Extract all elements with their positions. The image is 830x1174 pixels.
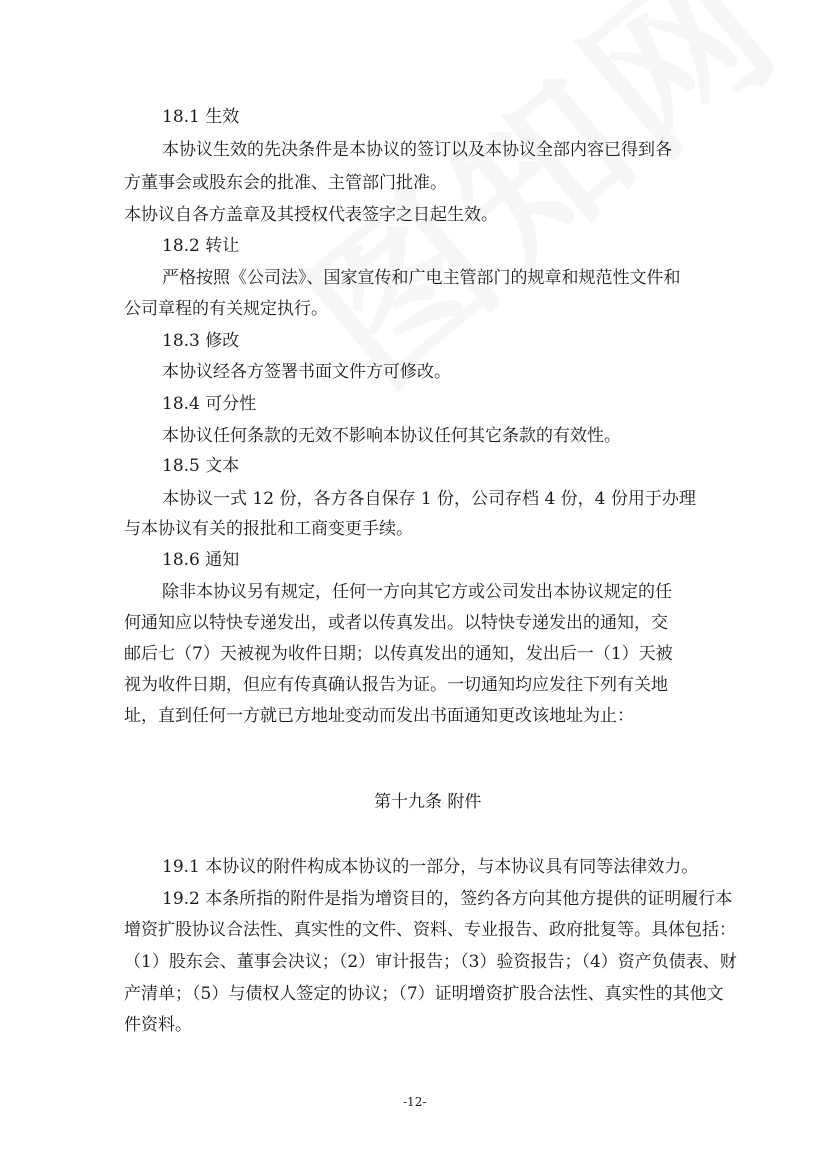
paragraph-line: 19.1 本协议的附件构成本协议的一部分，与本协议具有同等法律效力。 bbox=[162, 857, 699, 877]
paragraph-line: 本协议一式 12 份，各方各自保存 1 份，公司存档 4 份，4 份用于办理 bbox=[162, 489, 696, 509]
paragraph-line: 本协议经各方签署书面文件方可修改。 bbox=[162, 362, 451, 382]
section-18-2-heading: 18.2 转让 bbox=[162, 236, 240, 256]
paragraph-line: 址，直到任何一方就已方地址变动而发出书面通知更改该地址为止： bbox=[124, 706, 634, 726]
paragraph-line: 本协议任何条款的无效不影响本协议任何其它条款的有效性。 bbox=[162, 426, 621, 446]
page-number: -12- bbox=[403, 1095, 427, 1109]
paragraph-line: 方董事会或股东会的批准、主管部门批准。 bbox=[124, 173, 447, 193]
paragraph-line: （1）股东会、董事会决议；（2）审计报告；（3）验资报告；（4）资产负债表、财 bbox=[124, 952, 737, 972]
article-19-title: 第十九条 附件 bbox=[374, 792, 482, 812]
paragraph-line: 严格按照《公司法》、国家宣传和广电主管部门的规章和规范性文件和 bbox=[162, 268, 681, 288]
paragraph-line: 增资扩股协议合法性、真实性的文件、资料、专业报告、政府批复等。具体包括： bbox=[124, 920, 736, 940]
paragraph-line: 邮后七（7）天被视为收件日期；以传真发出的通知，发出后一（1）天被 bbox=[124, 644, 673, 664]
section-18-5-heading: 18.5 文本 bbox=[162, 456, 240, 476]
paragraph-line: 视为收件日期，但应有传真确认报告为证。一切通知均应发往下列有关地 bbox=[124, 675, 668, 695]
section-18-6-heading: 18.6 通知 bbox=[162, 550, 240, 570]
paragraph-line: 本协议自各方盖章及其授权代表签字之日起生效。 bbox=[124, 205, 498, 225]
paragraph-line: 本协议生效的先决条件是本协议的签订以及本协议全部内容已得到各 bbox=[162, 140, 672, 160]
paragraph-line: 产清单；（5）与债权人签定的协议；（7）证明增资扩股合法性、真实性的其他文 bbox=[124, 984, 724, 1004]
paragraph-line: 件资料。 bbox=[124, 1015, 192, 1035]
section-18-3-heading: 18.3 修改 bbox=[162, 331, 240, 351]
paragraph-line: 何通知应以特快专递发出，或者以传真发出。以特快专递发出的通知，交 bbox=[124, 613, 668, 633]
paragraph-line: 19.2 本条所指的附件是指为增资目的，签约各方向其他方提供的证明履行本 bbox=[162, 889, 733, 909]
paragraph-line: 公司章程的有关规定执行。 bbox=[124, 299, 328, 319]
section-18-4-heading: 18.4 可分性 bbox=[162, 394, 257, 414]
section-18-1-heading: 18.1 生效 bbox=[162, 107, 240, 127]
paragraph-line: 与本协议有关的报批和工商变更手续。 bbox=[124, 519, 413, 539]
paragraph-line: 除非本协议另有规定，任何一方向其它方或公司发出本协议规定的任 bbox=[162, 582, 672, 602]
